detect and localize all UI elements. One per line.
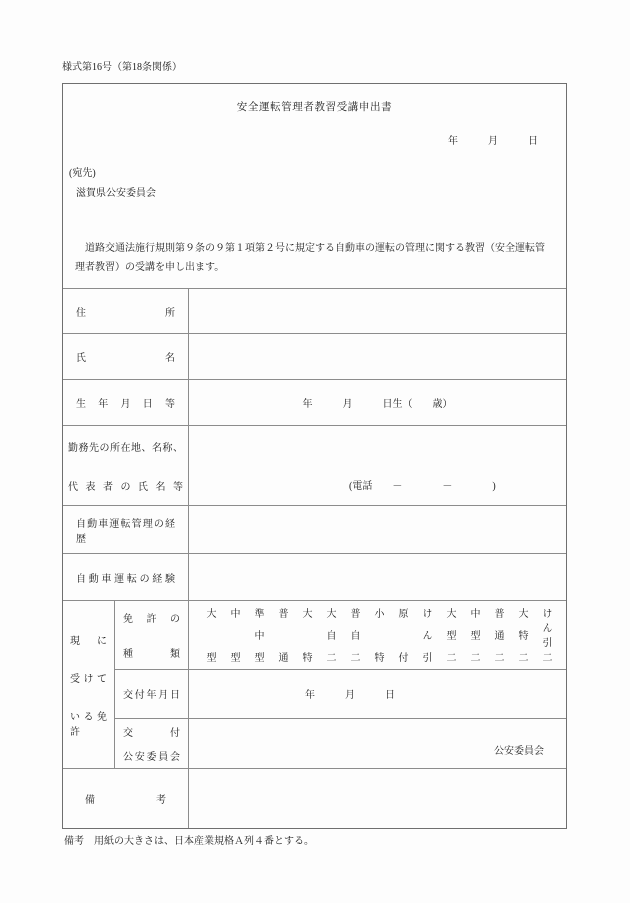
workplace-label-line1: 勤務先の所在地、名称、	[68, 442, 183, 454]
row-current-license	[63, 600, 566, 768]
row-driving-experience	[63, 553, 566, 600]
workplace-label-cell	[63, 426, 189, 505]
driving-experience-value-area	[189, 554, 566, 600]
row-birthdate	[63, 379, 566, 425]
row-issuing-commission	[115, 718, 566, 768]
form-number: 様式第16号（第18条関係）	[62, 62, 182, 73]
management-history-value-area	[189, 506, 566, 553]
footer-note: 備考 用紙の大きさは、日本産業規格Ａ列４番とする。	[64, 836, 314, 847]
row-license-type	[115, 601, 566, 669]
row-management-history	[63, 505, 566, 553]
current-license-label-line2: 受けて	[70, 673, 107, 685]
date-line: 年 月 日	[448, 136, 538, 147]
license-type-label-cell	[115, 601, 189, 669]
address-value-area	[189, 289, 566, 333]
addressee-name: 滋賀県公安委員会	[76, 188, 156, 199]
birthdate-value-area: 年 月 日生（ 歳）	[302, 399, 453, 410]
form-header	[63, 84, 566, 288]
issuing-commission-label-line2: 公安委員会	[123, 752, 180, 764]
license-type-item: 準中型	[252, 607, 263, 662]
license-type-item: 大型二	[444, 607, 455, 662]
issue-date-value-area: 年 月 日	[305, 690, 395, 702]
license-type-item: 大特	[300, 607, 311, 662]
birthdate-label-cell	[63, 380, 189, 425]
license-type-item: 普自二	[348, 607, 359, 662]
license-type-item: 大型	[204, 607, 215, 662]
license-type-item: 普通	[276, 607, 287, 662]
current-license-label-cell	[63, 601, 115, 768]
remarks-label-cell	[63, 769, 189, 828]
remarks-value-area	[189, 769, 566, 828]
driving-experience-label: 自動車運転の経験	[76, 573, 175, 585]
issuing-commission-label-line1: 交付	[123, 728, 180, 740]
row-address	[63, 288, 566, 333]
workplace-value-area	[189, 426, 566, 505]
address-label: 住所	[76, 307, 175, 319]
license-type-options	[189, 601, 566, 669]
management-history-label-cell	[63, 506, 189, 553]
license-type-label-line2: 種類	[123, 648, 180, 660]
license-type-item: 原付	[396, 607, 407, 662]
workplace-label-line2: 代表者の氏名等	[68, 481, 183, 493]
license-type-item: けん引二	[540, 607, 551, 662]
current-license-label-line1: 現に	[70, 635, 107, 647]
name-value-area	[189, 334, 566, 379]
license-type-item: 中型	[228, 607, 239, 662]
addressee-label: (宛先)	[69, 168, 96, 179]
issue-date-label: 交付年月日	[123, 690, 180, 702]
name-label: 氏名	[76, 353, 175, 364]
row-name	[63, 333, 566, 379]
row-remarks	[63, 768, 566, 828]
issuing-commission-value-area: 公安委員会	[494, 746, 544, 757]
name-label-cell	[63, 334, 189, 379]
license-type-item: 普通二	[492, 607, 503, 662]
current-license-subtable	[115, 601, 566, 768]
form-box	[62, 83, 567, 829]
phone-line: (電話 － － )	[349, 481, 496, 492]
license-type-item: 小特	[372, 607, 383, 662]
address-label-cell	[63, 289, 189, 333]
issue-date-label-cell	[115, 670, 189, 719]
birthdate-label: 生年月日等	[76, 399, 175, 410]
license-type-label-line1: 免許の	[123, 613, 180, 625]
row-workplace	[63, 425, 566, 505]
license-type-item: けん引	[420, 607, 431, 662]
license-type-item: 大特二	[516, 607, 527, 662]
management-history-label: 自動車運転管理の経歴	[76, 518, 175, 545]
license-type-item: 中型二	[468, 607, 479, 662]
body-paragraph: 道路交通法施行規則第９条の９第１項第２号に規定する自動車の運転の管理に関する教習（安全運転管理者教習）の受講を申し出ます。	[75, 243, 545, 273]
driving-experience-label-cell	[63, 554, 189, 600]
license-type-item: 大自二	[324, 607, 335, 662]
remarks-label: 備考	[85, 795, 166, 806]
form-title: 安全運転管理者教習受講申出書	[236, 102, 393, 113]
issuing-commission-label-cell	[115, 719, 189, 768]
current-license-label-line3: いる免許	[70, 711, 107, 738]
row-license-issue-date	[115, 669, 566, 719]
